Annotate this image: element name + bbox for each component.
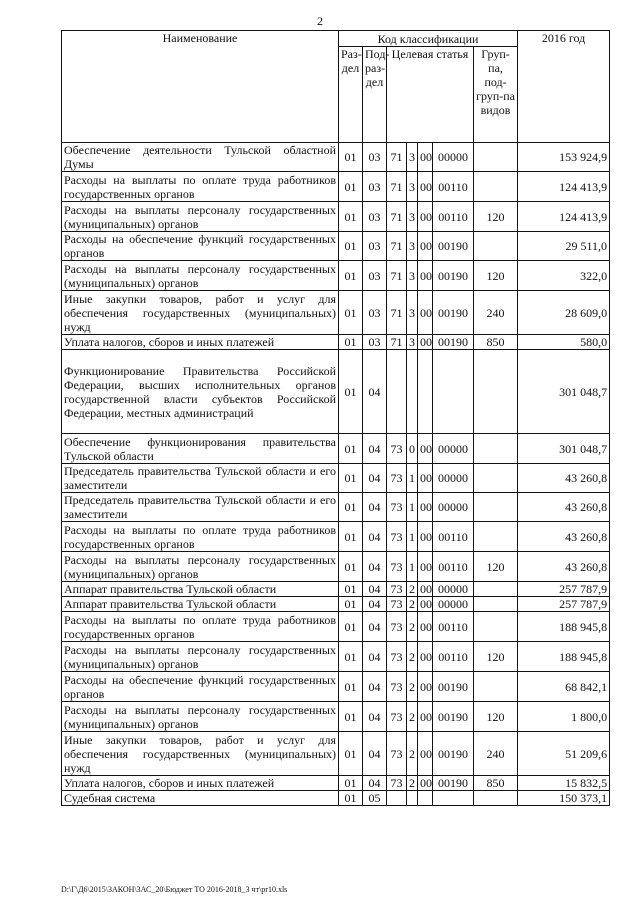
row-expense-type (474, 791, 518, 806)
row-podrazdel: 03 (363, 261, 387, 291)
row-target-main: 00 (418, 522, 433, 552)
table-row (62, 672, 610, 702)
table-row (62, 202, 610, 232)
row-podrazdel: 04 (363, 612, 387, 642)
row-razdel: 01 (339, 597, 363, 612)
row-target-subprogram: 2 (407, 702, 418, 732)
row-amount: 28 609,0 (518, 291, 610, 335)
row-podrazdel: 04 (363, 522, 387, 552)
row-target-program: 71 (387, 291, 407, 335)
row-amount: 124 413,9 (518, 202, 610, 232)
row-amount: 51 209,6 (518, 732, 610, 776)
row-target-subprogram: 0 (407, 434, 418, 464)
row-name: Судебная система (62, 791, 339, 806)
row-razdel: 01 (339, 291, 363, 335)
row-podrazdel: 04 (363, 642, 387, 672)
row-razdel: 01 (339, 335, 363, 350)
file-path-footer: D:\Г\Д6\2015\ЗАКОН\ЗАС_20\Бюджет ТО 2016-2018_3 чт\pr10.xls (61, 885, 288, 894)
row-expense-type: 850 (474, 776, 518, 791)
row-target-program: 73 (387, 702, 407, 732)
row-target-subprogram: 3 (407, 172, 418, 202)
row-amount: 301 048,7 (518, 350, 610, 434)
row-target-main (418, 791, 433, 806)
row-amount: 43 260,8 (518, 522, 610, 552)
row-name: Уплата налогов, сборов и иных платежей (62, 776, 339, 791)
row-razdel: 01 (339, 522, 363, 552)
row-target-subprogram: 1 (407, 493, 418, 522)
header-group: Груп-па, под-груп-па видов (474, 47, 518, 143)
row-target-direction: 00190 (433, 672, 474, 702)
row-target-program: 73 (387, 672, 407, 702)
row-expense-type (474, 434, 518, 464)
row-podrazdel: 04 (363, 597, 387, 612)
row-razdel: 01 (339, 642, 363, 672)
header-section: Раз-дел (339, 47, 363, 143)
table-row (62, 291, 610, 335)
row-podrazdel: 04 (363, 776, 387, 791)
row-target-subprogram: 3 (407, 335, 418, 350)
header-code: Код классификации (339, 31, 518, 47)
row-target-program: 73 (387, 582, 407, 597)
row-name: Расходы на выплаты по оплате труда работников государственных органов (62, 172, 339, 202)
row-target-direction (433, 350, 474, 434)
row-amount: 43 260,8 (518, 464, 610, 493)
row-expense-type (474, 464, 518, 493)
row-target-program: 71 (387, 335, 407, 350)
row-expense-type: 850 (474, 335, 518, 350)
row-name: Расходы на выплаты по оплате труда работников государственных органов (62, 612, 339, 642)
row-target-direction: 00110 (433, 202, 474, 232)
row-amount: 580,0 (518, 335, 610, 350)
header-year: 2016 год (518, 31, 610, 143)
row-name: Расходы на выплаты персоналу государственных (муниципальных) органов (62, 202, 339, 232)
table-row (62, 552, 610, 582)
row-target-direction: 00190 (433, 776, 474, 791)
row-amount: 257 787,9 (518, 597, 610, 612)
row-target-direction: 00190 (433, 232, 474, 261)
table-row (62, 776, 610, 791)
table-row (62, 702, 610, 732)
row-target-main: 00 (418, 702, 433, 732)
page-number: 2 (317, 14, 323, 28)
row-podrazdel: 05 (363, 791, 387, 806)
row-razdel: 01 (339, 791, 363, 806)
row-razdel: 01 (339, 776, 363, 791)
row-amount: 188 945,8 (518, 612, 610, 642)
row-podrazdel: 03 (363, 202, 387, 232)
row-amount: 124 413,9 (518, 172, 610, 202)
row-target-direction: 00000 (433, 434, 474, 464)
row-amount: 43 260,8 (518, 493, 610, 522)
row-podrazdel: 03 (363, 291, 387, 335)
row-target-main: 00 (418, 672, 433, 702)
row-name: Расходы на выплаты персоналу государственных (муниципальных) органов (62, 261, 339, 291)
table-row (62, 791, 610, 806)
row-razdel: 01 (339, 702, 363, 732)
row-target-direction: 00190 (433, 261, 474, 291)
row-target-program: 71 (387, 232, 407, 261)
row-target-program (387, 350, 407, 434)
row-podrazdel: 04 (363, 350, 387, 434)
row-target-subprogram: 3 (407, 232, 418, 261)
row-name: Расходы на выплаты по оплате труда работников государственных органов (62, 522, 339, 552)
row-target-subprogram: 2 (407, 672, 418, 702)
table-row (62, 232, 610, 261)
row-expense-type (474, 597, 518, 612)
row-target-program (387, 791, 407, 806)
row-podrazdel: 04 (363, 672, 387, 702)
row-podrazdel: 03 (363, 143, 387, 172)
row-target-subprogram: 2 (407, 776, 418, 791)
row-target-direction: 00190 (433, 702, 474, 732)
row-amount: 301 048,7 (518, 434, 610, 464)
row-target-main: 00 (418, 232, 433, 261)
row-razdel: 01 (339, 672, 363, 702)
row-expense-type (474, 143, 518, 172)
row-target-direction (433, 791, 474, 806)
row-target-main: 00 (418, 335, 433, 350)
row-expense-type (474, 350, 518, 434)
row-target-subprogram: 2 (407, 732, 418, 776)
header-subsection: Под-раз-дел (363, 47, 387, 143)
table-row (62, 350, 610, 434)
row-razdel: 01 (339, 202, 363, 232)
row-name: Расходы на обеспечение функций государственных органов (62, 232, 339, 261)
budget-table (61, 30, 610, 806)
row-expense-type (474, 493, 518, 522)
row-target-program: 73 (387, 434, 407, 464)
row-amount: 188 945,8 (518, 642, 610, 672)
budget-table-wrapper (61, 30, 610, 806)
row-amount: 29 511,0 (518, 232, 610, 261)
row-amount: 43 260,8 (518, 552, 610, 582)
row-target-direction: 00000 (433, 597, 474, 612)
row-podrazdel: 03 (363, 172, 387, 202)
row-target-program: 73 (387, 597, 407, 612)
row-podrazdel: 04 (363, 732, 387, 776)
row-target-subprogram: 3 (407, 261, 418, 291)
row-target-main: 00 (418, 732, 433, 776)
row-podrazdel: 04 (363, 702, 387, 732)
row-target-subprogram: 1 (407, 464, 418, 493)
row-podrazdel: 03 (363, 335, 387, 350)
row-target-main: 00 (418, 776, 433, 791)
row-target-direction: 00110 (433, 642, 474, 672)
row-target-program: 73 (387, 522, 407, 552)
row-name: Расходы на выплаты персоналу государственных (муниципальных) органов (62, 552, 339, 582)
table-row (62, 172, 610, 202)
table-row (62, 582, 610, 597)
row-razdel: 01 (339, 143, 363, 172)
row-target-main: 00 (418, 464, 433, 493)
row-target-main: 00 (418, 597, 433, 612)
table-row (62, 143, 610, 172)
row-target-main: 00 (418, 172, 433, 202)
row-name: Иные закупки товаров, работ и услуг для обеспечения государственных (муниципальных) нужд (62, 291, 339, 335)
row-expense-type: 120 (474, 642, 518, 672)
row-target-subprogram: 2 (407, 597, 418, 612)
table-row (62, 732, 610, 776)
row-expense-type: 120 (474, 202, 518, 232)
row-target-program: 73 (387, 612, 407, 642)
row-target-main: 00 (418, 434, 433, 464)
row-name: Функционирование Правительства Российской Федерации, высших исполнительных органов государственной власти субъектов Российской Федерации, местных администраций (62, 350, 339, 434)
row-razdel: 01 (339, 552, 363, 582)
row-target-subprogram: 3 (407, 143, 418, 172)
row-target-program: 73 (387, 732, 407, 776)
row-amount: 15 832,5 (518, 776, 610, 791)
row-amount: 1 800,0 (518, 702, 610, 732)
row-podrazdel: 04 (363, 582, 387, 597)
row-target-direction: 00190 (433, 732, 474, 776)
row-razdel: 01 (339, 434, 363, 464)
row-razdel: 01 (339, 350, 363, 434)
row-name: Расходы на выплаты персоналу государственных (муниципальных) органов (62, 702, 339, 732)
row-razdel: 01 (339, 582, 363, 597)
row-target-subprogram (407, 791, 418, 806)
row-target-subprogram: 1 (407, 552, 418, 582)
row-target-main: 00 (418, 642, 433, 672)
row-target-main: 00 (418, 202, 433, 232)
row-target-subprogram: 2 (407, 642, 418, 672)
row-target-direction: 00110 (433, 552, 474, 582)
row-razdel: 01 (339, 612, 363, 642)
row-target-program: 73 (387, 493, 407, 522)
row-amount: 68 842,1 (518, 672, 610, 702)
row-razdel: 01 (339, 232, 363, 261)
row-podrazdel: 04 (363, 434, 387, 464)
table-row (62, 261, 610, 291)
table-row (62, 597, 610, 612)
table-row (62, 642, 610, 672)
row-name: Председатель правительства Тульской области и его заместители (62, 493, 339, 522)
row-razdel: 01 (339, 493, 363, 522)
row-name: Обеспечение функционирования правительства Тульской области (62, 434, 339, 464)
row-podrazdel: 04 (363, 552, 387, 582)
row-name: Расходы на выплаты персоналу государственных (муниципальных) органов (62, 642, 339, 672)
table-row (62, 612, 610, 642)
row-expense-type (474, 232, 518, 261)
table-body (62, 143, 610, 806)
row-target-program: 73 (387, 464, 407, 493)
row-expense-type: 120 (474, 552, 518, 582)
header-target: Целевая статья (387, 47, 474, 143)
row-target-main: 00 (418, 552, 433, 582)
row-target-program: 73 (387, 642, 407, 672)
row-target-main: 00 (418, 261, 433, 291)
row-expense-type: 240 (474, 291, 518, 335)
row-razdel: 01 (339, 732, 363, 776)
row-name: Аппарат правительства Тульской области (62, 582, 339, 597)
row-target-main: 00 (418, 493, 433, 522)
row-razdel: 01 (339, 172, 363, 202)
table-row (62, 493, 610, 522)
row-podrazdel: 03 (363, 232, 387, 261)
row-podrazdel: 04 (363, 464, 387, 493)
row-target-program: 71 (387, 202, 407, 232)
row-target-direction: 00110 (433, 172, 474, 202)
row-target-program: 71 (387, 261, 407, 291)
row-target-main: 00 (418, 582, 433, 597)
row-target-program: 73 (387, 552, 407, 582)
row-expense-type (474, 522, 518, 552)
row-expense-type (474, 612, 518, 642)
row-target-direction: 00110 (433, 522, 474, 552)
row-target-program: 71 (387, 172, 407, 202)
row-target-subprogram: 2 (407, 582, 418, 597)
row-target-subprogram (407, 350, 418, 434)
row-name: Иные закупки товаров, работ и услуг для обеспечения государственных (муниципальных) нужд (62, 732, 339, 776)
row-target-direction: 00110 (433, 612, 474, 642)
row-amount: 150 373,1 (518, 791, 610, 806)
row-expense-type (474, 672, 518, 702)
row-target-direction: 00000 (433, 464, 474, 493)
row-amount: 257 787,9 (518, 582, 610, 597)
row-razdel: 01 (339, 261, 363, 291)
row-target-main: 00 (418, 291, 433, 335)
row-expense-type: 240 (474, 732, 518, 776)
row-target-main: 00 (418, 612, 433, 642)
row-name: Уплата налогов, сборов и иных платежей (62, 335, 339, 350)
row-target-subprogram: 3 (407, 291, 418, 335)
row-expense-type: 120 (474, 702, 518, 732)
row-name: Расходы на обеспечение функций государственных органов (62, 672, 339, 702)
row-amount: 153 924,9 (518, 143, 610, 172)
row-target-direction: 00000 (433, 143, 474, 172)
row-target-direction: 00000 (433, 582, 474, 597)
row-target-subprogram: 1 (407, 522, 418, 552)
row-name: Аппарат правительства Тульской области (62, 597, 339, 612)
header-name: Наименование (62, 31, 339, 143)
row-target-subprogram: 3 (407, 202, 418, 232)
row-razdel: 01 (339, 464, 363, 493)
row-expense-type (474, 172, 518, 202)
table-row (62, 434, 610, 464)
table-row (62, 464, 610, 493)
row-amount: 322,0 (518, 261, 610, 291)
row-target-program: 73 (387, 776, 407, 791)
row-target-main: 00 (418, 143, 433, 172)
row-target-program: 71 (387, 143, 407, 172)
row-target-subprogram: 2 (407, 612, 418, 642)
table-row (62, 522, 610, 552)
row-expense-type: 120 (474, 261, 518, 291)
row-name: Председатель правительства Тульской области и его заместители (62, 464, 339, 493)
row-target-direction: 00190 (433, 335, 474, 350)
row-target-main (418, 350, 433, 434)
row-name: Обеспечение деятельности Тульской областной Думы (62, 143, 339, 172)
row-expense-type (474, 582, 518, 597)
row-target-direction: 00000 (433, 493, 474, 522)
table-row (62, 335, 610, 350)
row-target-direction: 00190 (433, 291, 474, 335)
row-podrazdel: 04 (363, 493, 387, 522)
